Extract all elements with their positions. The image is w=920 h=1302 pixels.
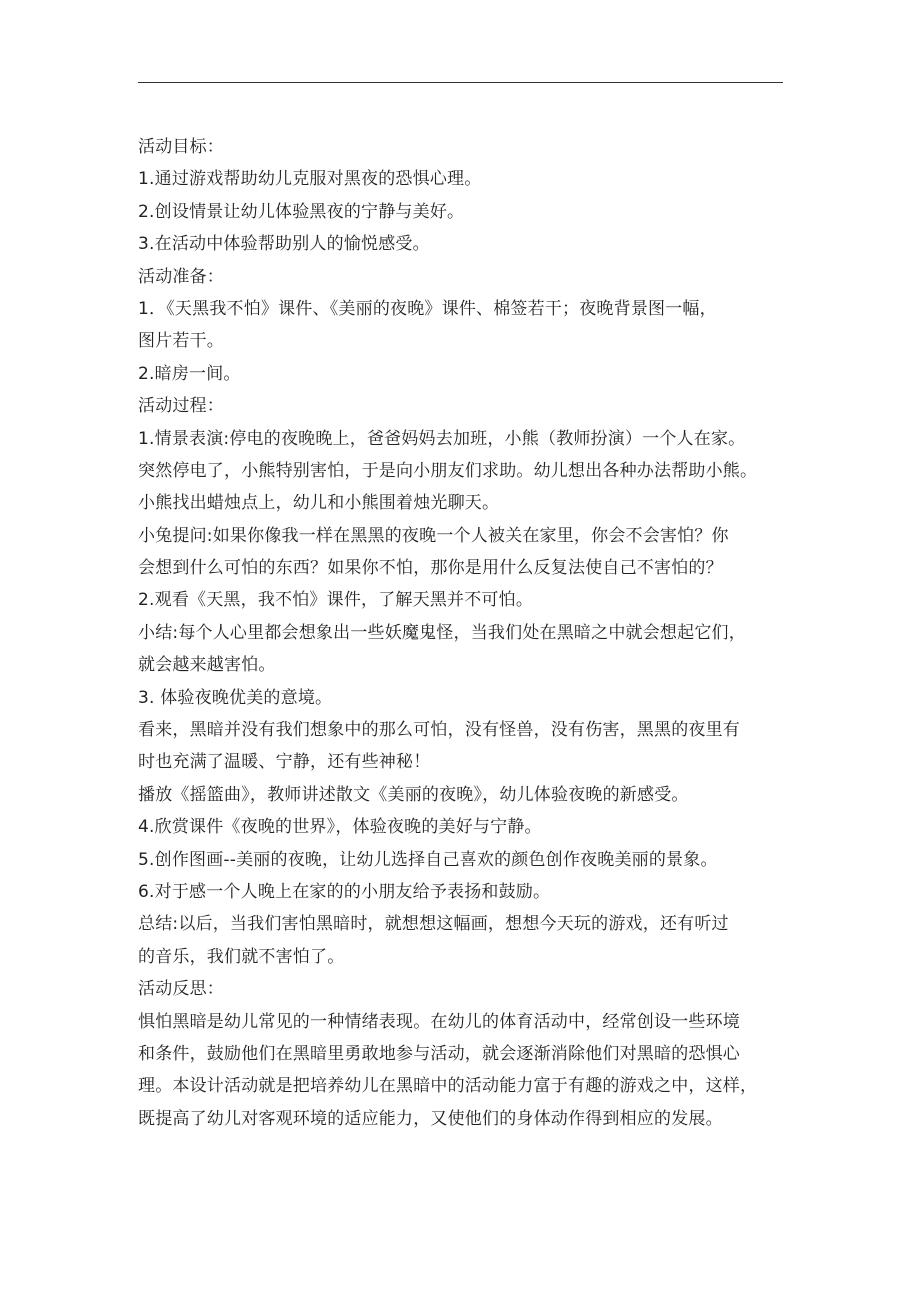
- goal-item-1: 1.通过游戏帮助幼儿克服对黑夜的恐惧心理。: [138, 169, 482, 190]
- document-body: [138, 131, 788, 1135]
- reflection-line: 既提高了幼儿对客观环境的适应能力，又使他们的身体动作得到相应的发展。: [138, 1108, 723, 1129]
- preparation-item-2: 2.暗房一间。: [138, 363, 241, 384]
- preparation-item-1-cont: 图片若干。: [138, 331, 224, 352]
- rabbit-question-cont: 会想到什么可怕的东西？如果你不怕，那你是用什么反复法使自己不害怕的？: [138, 558, 723, 579]
- reflection-line: 理。本设计活动就是把培养幼儿在黑暗中的活动能力富于有趣的游戏之中，这样，: [138, 1076, 758, 1097]
- paragraph-line: 播放《摇篮曲》，教师讲述散文《美丽的夜晚》，幼儿体验夜晚的新感受。: [138, 784, 689, 805]
- preparation-item-1: 1．《天黑我不怕》课件、《美丽的夜晚》课件、棉签若干；夜晚背景图一幅，: [138, 298, 717, 319]
- goal-item-2: 2.创设情景让幼儿体验黑夜的宁静与美好。: [138, 201, 465, 222]
- reflection-line: 和条件，鼓励他们在黑暗里勇敢地参与活动，就会逐渐消除他们对黑暗的恐惧心: [138, 1043, 740, 1064]
- process-item-4: 4.欣赏课件《夜晚的世界》，体验夜晚的美好与宁静。: [138, 817, 542, 838]
- reflection-line: 惧怕黑暗是幼儿常见的一种情绪表现。在幼儿的体育活动中，经常创设一些环境: [138, 1011, 740, 1032]
- summary-note-cont: 就会越来越害怕。: [138, 655, 276, 676]
- rabbit-question: 小兔提问:如果你像我一样在黑黑的夜晚一个人被关在家里，你会不会害怕？你: [138, 525, 729, 546]
- process-item-3: 3. 体验夜晚优美的意境。: [138, 687, 333, 708]
- section-heading-preparation: 活动准备：: [138, 266, 224, 287]
- paragraph-line: 时也充满了温暖、宁静，还有些神秘！: [138, 752, 431, 773]
- conclusion-cont: 的音乐，我们就不害怕了。: [138, 946, 345, 967]
- process-item-2: 2.观看《天黑，我不怕》课件，了解天黑并不可怕。: [138, 590, 534, 611]
- header-rule: [138, 82, 783, 83]
- summary-note: 小结:每个人心里都会想象出一些妖魔鬼怪，当我们处在黑暗之中就会想起它们，: [138, 622, 746, 643]
- process-item-1-cont: 突然停电了，小熊特别害怕，于是向小朋友们求助。幼儿想出各种办法帮助小熊。: [138, 460, 758, 481]
- section-heading-reflection: 活动反思：: [138, 979, 224, 1000]
- section-heading-goals: 活动目标：: [138, 137, 224, 157]
- goal-item-3: 3.在活动中体验帮助别人的愉悦感受。: [138, 234, 430, 255]
- process-item-6: 6.对于感一个人晚上在家的的小朋友给予表扬和鼓励。: [138, 881, 551, 902]
- process-item-5: 5.创作图画--美丽的夜晚，让幼儿选择自己喜欢的颜色创作夜晚美丽的景象。: [138, 849, 718, 870]
- section-heading-process: 活动过程：: [138, 396, 224, 417]
- paragraph-line: 看来，黑暗并没有我们想象中的那么可怕，没有怪兽，没有伤害，黑黑的夜里有: [138, 720, 740, 741]
- process-item-1: 1.情景表演:停电的夜晚晚上，爸爸妈妈去加班，小熊（教师扮演）一个人在家。: [138, 428, 746, 449]
- process-item-1-cont: 小熊找出蜡烛点上，幼儿和小熊围着烛光聊天。: [138, 493, 500, 514]
- conclusion: 总结:以后，当我们害怕黑暗时，就想想这幅画，想想今天玩的游戏，还有听过: [138, 914, 729, 935]
